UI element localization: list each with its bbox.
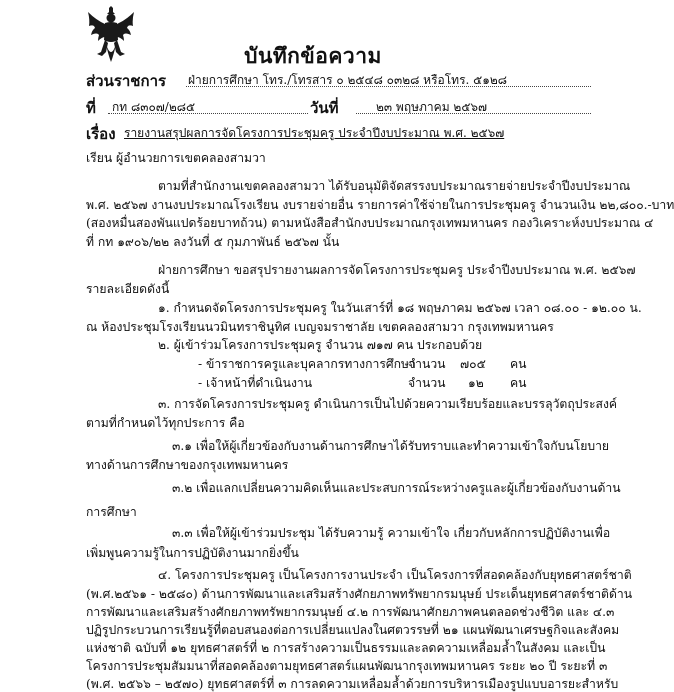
body-line: (พ.ศ.๒๕๖๑ - ๒๕๘๐) ด้านการพัฒนาและเสริมสร้างศักยภาพทรัพยากรมนุษย์ ประเด็นยุทธศาสตร์ชาติด้าน	[86, 587, 633, 601]
ref-dotted-line	[108, 113, 308, 114]
body-line: ๓.๑ เพื่อให้ผู้เกี่ยวข้องกับงานด้านการศึกษาได้รับทราบและทำความเข้าใจกับนโยบาย	[172, 439, 610, 453]
body-line: โครงการประชุมสัมมนาที่สอดคล้องตามยุทธศาสตร์แผนพัฒนากรุงเทพมหานคร ระยะ ๒๐ ปี ระยะที่ ๓	[86, 659, 608, 673]
participant-count-label: จำนวน	[408, 376, 446, 390]
participant-count: ๗๐๕	[460, 357, 486, 371]
participant-count: ๑๒	[468, 376, 484, 390]
date-value: ๒๓ พฤษภาคม ๒๕๖๗	[376, 100, 488, 114]
participant-group: - ข้าราชการครูและบุคลากรทางการศึกษา	[198, 357, 416, 371]
body-line: ณ ห้องประชุมโรงเรียนนวมินทราชินูทิศ เบญจมราชาลัย เขตคลองสามวา กรุงเทพมหานคร	[86, 320, 554, 334]
department-value: ฝ่ายการศึกษา โทร./โทรสาร ๐ ๒๕๔๘ ๐๓๒๘ หรือโทร. ๕๑๒๘	[188, 73, 508, 87]
participant-count-label: จำนวน	[408, 357, 446, 371]
date-dotted-line	[356, 113, 591, 114]
body-line: (สองหมื่นสองพันแปดร้อยบาทถ้วน) ตามหนังสือสำนักงบประมาณกรุงเทพมหานคร กองวิเคราะห์งบประมาณ ๔	[86, 216, 654, 230]
subject-label: เรื่อง	[86, 125, 116, 143]
body-line: ๔. โครงการประชุมครู เป็นโครงการงานประจำ เป็นโครงการที่สอดคล้องกับยุทธศาสตร์ชาติ	[158, 568, 632, 582]
date-label: วันที่	[310, 99, 339, 117]
participant-unit: คน	[510, 357, 527, 371]
memo-title: บันทึกข้อความ	[244, 44, 382, 68]
body-line: การพัฒนาและเสริมสร้างศักยภาพทรัพยากรมนุษย์ ๔.๒ การพัฒนาศักยภาพคนตลอดช่วงชีวิต และ ๔.๓	[86, 605, 615, 619]
ref-value: กท ๘๓๐๗/๒๘๕	[112, 100, 196, 114]
body-line: ๓.๓ เพื่อให้ผู้เข้าร่วมประชุม ได้รับความรู้ ความเข้าใจ เกี่ยวกับหลักการปฏิบัติงานเพื่อ	[172, 526, 611, 540]
body-line: ๑. กำหนดจัดโครงการประชุมครู ในวันเสาร์ที่ ๑๘ พฤษภาคม ๒๕๖๗ เวลา ๐๘.๐๐ - ๑๒.๐๐ น.	[158, 301, 642, 315]
department-dotted-line	[186, 86, 591, 87]
body-line: รายละเอียดดังนี้	[86, 282, 170, 296]
body-line: ตามที่สำนักงานเขตคลองสามวา ได้รับอนุมัติจัดสรรงบประมาณรายจ่ายประจำปีงบประมาณ	[158, 179, 631, 193]
body-line: ฝ่ายการศึกษา ขอสรุปรายงานผลการจัดโครงการประชุมครู ประจำปีงบประมาณ พ.ศ. ๒๕๖๗	[158, 263, 636, 277]
body-line: เพิ่มพูนความรู้ในการปฏิบัติงานมากยิ่งขึ้น	[86, 546, 299, 560]
participant-group: - เจ้าหน้าที่ดำเนินงาน	[198, 376, 313, 390]
body-line: ๒. ผู้เข้าร่วมโครงการประชุมครู จำนวน ๗๑๗ คน ประกอบด้วย	[158, 338, 483, 352]
body-line: ที่ กท ๑๙๐๖/๒๒ ลงวันที่ ๕ กุมภาพันธ์ ๒๕๖๗ นั้น	[86, 235, 340, 249]
ref-label: ที่	[86, 99, 96, 117]
body-line: ทางด้านการศึกษาของกรุงเทพมหานคร	[86, 458, 289, 472]
body-line: แห่งชาติ ฉบับที่ ๑๒ ยุทธศาสตร์ที่ ๒ การสร้างความเป็นธรรมและลดความเหลื่อมล้ำในสังคม และเป็น	[86, 641, 606, 655]
body-line: ๓. การจัดโครงการประชุมครู ดำเนินการเป็นไปด้วยความเรียบร้อยและบรรลุวัตถุประสงค์	[158, 397, 618, 411]
participant-unit: คน	[510, 376, 527, 390]
body-line: ๓.๒ เพื่อแลกเปลี่ยนความคิดเห็นและประสบการณ์ระหว่างครูและผู้เกี่ยวข้องกับงานด้าน	[172, 481, 621, 495]
salutation: เรียน ผู้อำนวยการเขตคลองสามวา	[86, 151, 266, 165]
body-line: พ.ศ. ๒๕๖๗ งานงบประมาณโรงเรียน งบรายจ่ายอื่น รายการค่าใช้จ่ายในการประชุมครู จำนวนเงิน ๒๒,๘๐๐.-บาท	[86, 198, 674, 212]
body-line: (พ.ศ. ๒๕๖๖ – ๒๕๗๐) ยุทธศาสตร์ที่ ๓ การลดความเหลื่อมล้ำด้วยการบริหารเมืองรูปแบบอารยะสำหรับ	[86, 677, 619, 691]
body-line: ปฏิรูปกระบวนการเรียนรู้ที่ตอบสนองต่อการเปลี่ยนแปลงในศตวรรษที่ ๒๑ แผนพัฒนาเศรษฐกิจและสังคม	[86, 623, 620, 637]
body-line: ตามที่กำหนดไว้ทุกประการ คือ	[86, 416, 245, 430]
body-line: การศึกษา	[86, 505, 137, 519]
subject-value: รายงานสรุปผลการจัดโครงการประชุมครู ประจำปีงบประมาณ พ.ศ. ๒๕๖๗	[124, 126, 505, 140]
department-label: ส่วนราชการ	[86, 72, 167, 90]
